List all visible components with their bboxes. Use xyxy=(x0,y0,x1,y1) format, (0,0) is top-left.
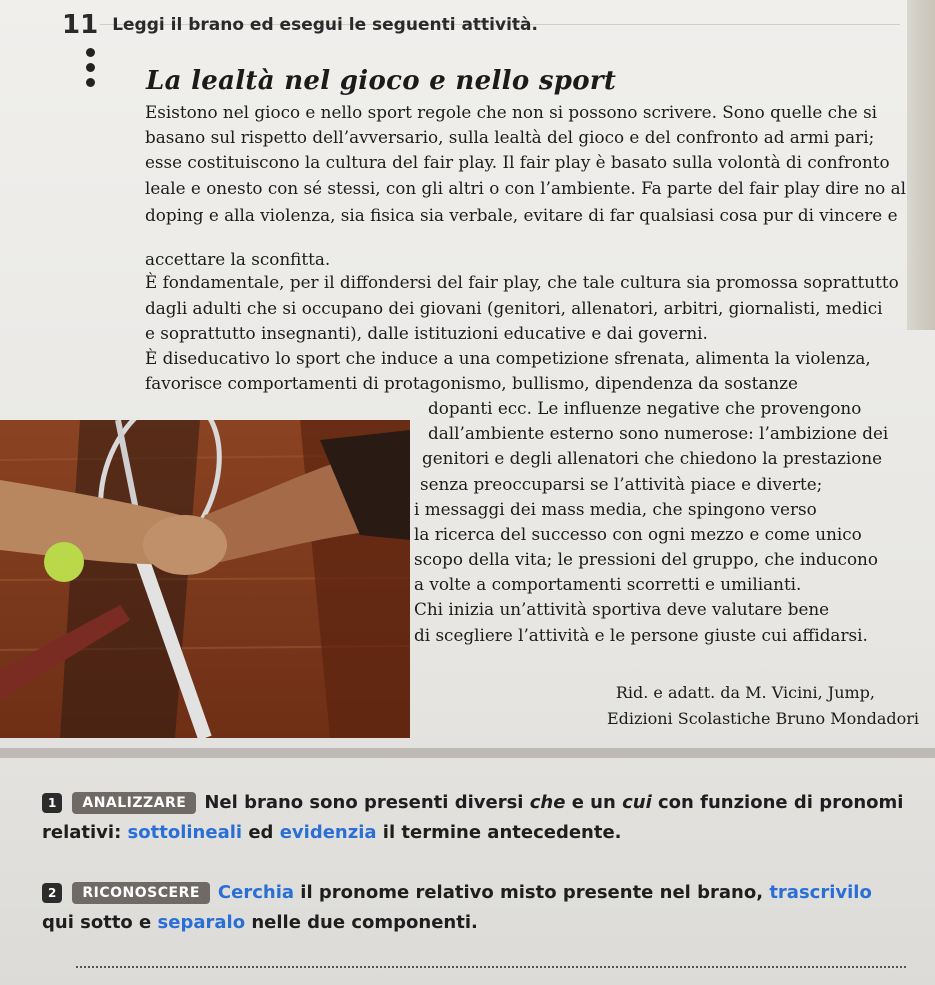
side-line: a volte a comportamenti scorretti e umilianti. xyxy=(414,574,802,594)
question-2 xyxy=(42,878,922,938)
passage-line: È fondamentale, per il diffondersi del fair play, che tale cultura sia promossa soprattutto xyxy=(145,272,899,292)
source-line-1: Rid. e adatt. da M. Vicini, Jump, xyxy=(615,683,875,702)
passage-title: La lealtà nel gioco e nello sport xyxy=(146,66,617,96)
verb-trascrivilo: trascrivilo xyxy=(769,882,872,903)
question-text: qui sotto e xyxy=(42,912,158,933)
question-1 xyxy=(42,788,922,848)
side-line: di scegliere l’attività e le persone giuste cui affidarsi. xyxy=(414,625,868,645)
side-line: dall’ambiente esterno sono numerose: l’ambizione dei xyxy=(428,423,889,443)
handshake-photo xyxy=(0,420,410,738)
handshake-illustration xyxy=(0,420,410,738)
side-line: scopo della vita; le pressioni del gruppo, che inducono xyxy=(414,549,878,569)
bullet-dots xyxy=(86,48,98,93)
passage-line: e soprattutto insegnanti), dalle istituzioni educative e dai governi. xyxy=(145,323,708,343)
side-line: dopanti ecc. Le influenze negative che provengono xyxy=(428,398,862,418)
question-text: ed xyxy=(242,822,280,843)
question-number: 2 xyxy=(42,883,62,903)
dot xyxy=(86,48,95,57)
dot xyxy=(86,63,95,72)
source-line-2: Edizioni Scolastiche Bruno Mondadori xyxy=(607,709,919,728)
verb-evidenzia: evidenzia xyxy=(279,822,377,843)
side-line: Chi inizia un’attività sportiva deve valutare bene xyxy=(414,599,830,619)
exercise-header xyxy=(62,10,538,40)
verb-separalo: separalo xyxy=(157,912,246,933)
question-text: con funzione di pronomi xyxy=(651,792,904,813)
question-text: e un xyxy=(565,792,623,813)
passage-line: basano sul rispetto dell’avversario, sulla lealtà del gioco e del confronto ad armi pari; xyxy=(145,127,875,147)
side-line: i messaggi dei mass media, che spingono verso xyxy=(414,499,817,519)
verb-sottolineali: sottolineali xyxy=(127,822,243,843)
keyword-che: che xyxy=(529,792,566,813)
page-edge xyxy=(907,0,935,330)
dot xyxy=(86,78,95,87)
answer-line[interactable] xyxy=(76,966,906,968)
passage-line: doping e alla violenza, sia fisica sia verbale, evitare di far qualsiasi cosa pur di vincere e xyxy=(145,205,898,225)
skill-tag: RICONOSCERE xyxy=(72,882,210,904)
side-line: senza preoccuparsi se l’attività piace e diverte; xyxy=(420,474,823,494)
passage-line: dagli adulti che si occupano dei giovani (genitori, allenatori, arbitri, giornalisti, medici xyxy=(145,298,883,318)
exercise-instruction: Leggi il brano ed esegui le seguenti attività. xyxy=(112,15,538,35)
question-number: 1 xyxy=(42,793,62,813)
question-text: il termine antecedente. xyxy=(376,822,622,843)
exercise-number: 11 xyxy=(62,10,99,40)
side-line: la ricerca del successo con ogni mezzo e come unico xyxy=(414,524,862,544)
passage-line: esse costituiscono la cultura del fair play. Il fair play è basato sulla volontà di confronto xyxy=(145,152,890,172)
question-text: il pronome relativo misto presente nel brano, xyxy=(294,882,770,903)
section-divider xyxy=(0,748,935,758)
passage-line: È diseducativo lo sport che induce a una competizione sfrenata, alimenta la violenza, xyxy=(145,348,871,368)
passage-line: favorisce comportamenti di protagonismo, bullismo, dipendenza da sostanze xyxy=(145,373,798,393)
question-text: Nel brano sono presenti diversi xyxy=(204,792,530,813)
keyword-cui: cui xyxy=(622,792,652,813)
verb-cerchia: Cerchia xyxy=(217,882,295,903)
passage-line: accettare la sconfitta. xyxy=(145,249,331,269)
passage-line: Esistono nel gioco e nello sport regole che non si possono scrivere. Sono quelle che si xyxy=(145,102,878,122)
passage-line: leale e onesto con sé stessi, con gli altri o con l’ambiente. Fa parte del fair play dire no al xyxy=(145,178,906,198)
skill-tag: ANALIZZARE xyxy=(72,792,196,814)
side-line: genitori e degli allenatori che chiedono la prestazione xyxy=(422,448,883,468)
question-text: relativi: xyxy=(42,822,128,843)
question-text: nelle due componenti. xyxy=(245,912,478,933)
